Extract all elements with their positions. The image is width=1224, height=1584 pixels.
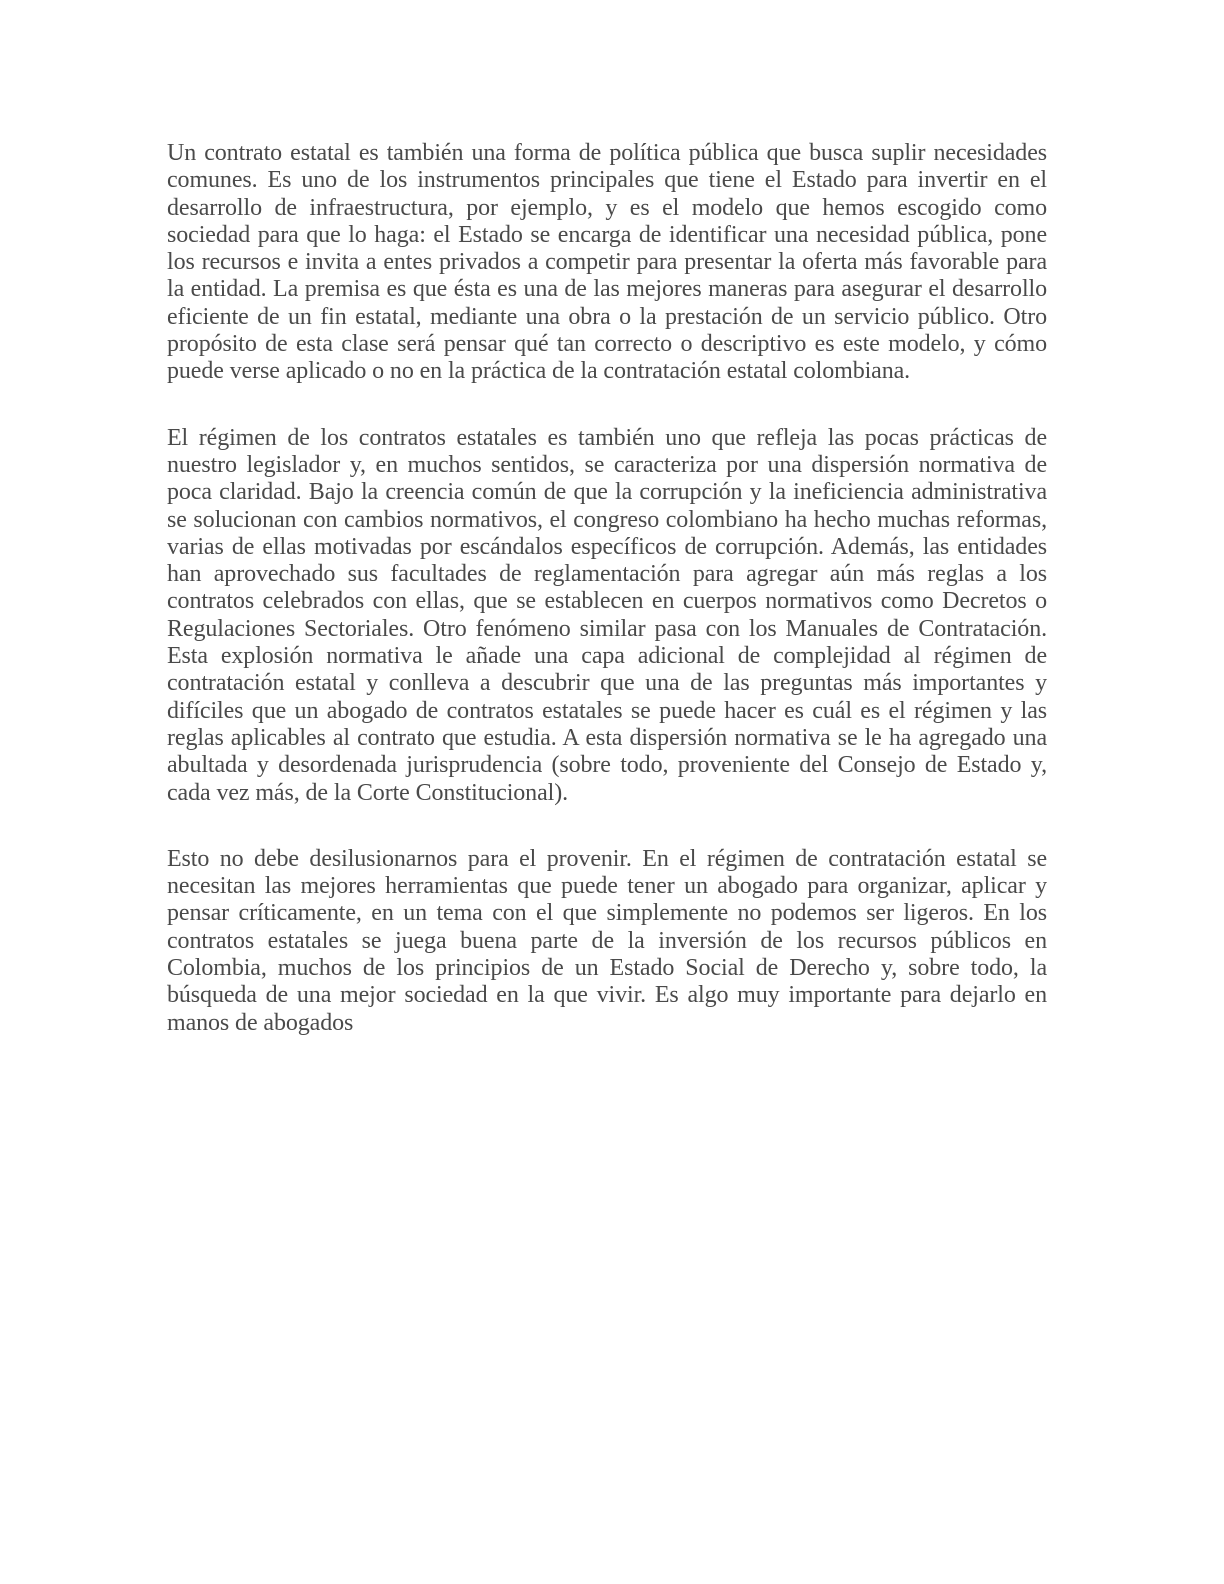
paragraph-desilusion: Esto no debe desilusionarnos para el provenir. En el régimen de contratación estatal se necesitan las mejores herramientas que puede tener un abogado para organizar, aplicar y pensar críticamente, en un tema con el que simplemente no podemos ser ligeros. En los contratos estatales se juega buena parte de la inversión de los recursos públicos en Colombia, muchos de los principios de un Estado Social de Derecho y, sobre todo, la búsqueda de una mejor sociedad en la que vivir. Es algo muy importante para dejarlo en manos de abogados bbox=[167, 845, 1047, 1036]
document-body bbox=[167, 140, 1047, 1037]
paragraph-contrato-estatal: Un contrato estatal es también una forma de política pública que busca suplir necesidades comunes. Es uno de los instrumentos principales que tiene el Estado para invertir en el desarrollo de infraestructura, por ejemplo, y es el modelo que hemos escogido como sociedad para que lo haga: el Estado se encarga de identificar una necesidad pública, pone los recursos e invita a entes privados a competir para presentar la oferta más favorable para la entidad. La premisa es que ésta es una de las mejores maneras para asegurar el desarrollo eficiente de un fin estatal, mediante una obra o la prestación de un servicio público. Otro propósito de esta clase será pensar qué tan correcto o descriptivo es este modelo, y cómo puede verse aplicado o no en la práctica de la contratación estatal colombiana. bbox=[167, 140, 1047, 385]
paragraph-regimen-contratos: El régimen de los contratos estatales es también uno que refleja las pocas prácticas de nuestro legislador y, en muchos sentidos, se caracteriza por una dispersión normativa de poca claridad. Bajo la creencia común de que la corrupción y la ineficiencia administrativa se solucionan con cambios normativos, el congreso colombiano ha hecho muchas reformas, varias de ellas motivadas por escándalos específicos de corrupción. Además, las entidades han aprovechado sus facultades de reglamentación para agregar aún más reglas a los contratos celebrados con ellas, que se establecen en cuerpos normativos como Decretos o Regulaciones Sectoriales. Otro fenómeno similar pasa con los Manuales de Contratación. Esta explosión normativa le añade una capa adicional de complejidad al régimen de contratación estatal y conlleva a descubrir que una de las preguntas más importantes y difíciles que un abogado de contratos estatales se puede hacer es cuál es el régimen y las reglas aplicables al contrato que estudia. A esta dispersión normativa se le ha agregado una abultada y desordenada jurisprudencia (sobre todo, proveniente del Consejo de Estado y, cada vez más, de la Corte Constitucional). bbox=[167, 424, 1047, 806]
